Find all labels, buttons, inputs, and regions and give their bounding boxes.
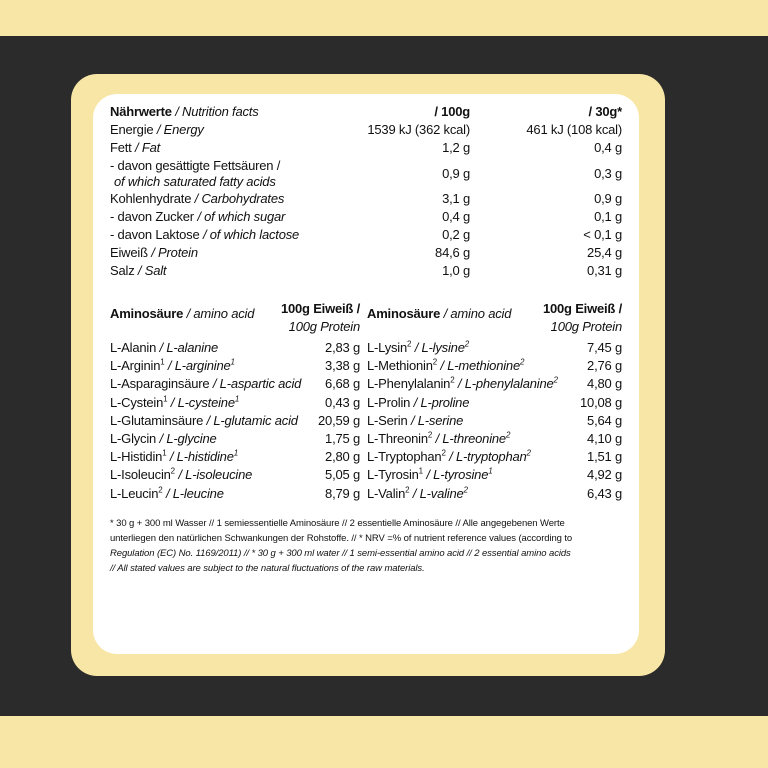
amino-name-de: L-Isoleucin [110,467,171,483]
nutrition-value-30g: 0,31 g [587,263,622,278]
nutrition-value-30g: 0,1 g [594,209,622,224]
amino-name-en: / L-glycine [159,431,217,446]
amino-row-label [367,412,463,430]
amino-value: 1,51 g [587,449,622,465]
nutrition-row-label [110,121,204,139]
amino-header-right [367,305,511,323]
nutrition-value-30g: < 0,1 g [583,227,622,242]
superscript-marker: 2 [464,339,469,349]
amino-name-en: / L-threonine [435,431,506,446]
nutrition-value-100g: 1,0 g [442,263,470,278]
nutrition-header-de: Nährwerte [110,104,172,119]
amino-name-de: L-Tyrosin [367,467,419,483]
amino-name-en: / L-arginine [167,358,231,374]
amino-value: 2,76 g [587,358,622,374]
nutrition-row-label [110,190,284,208]
nutrition-value-100g: 1,2 g [442,140,470,155]
nutrition-header-label [110,103,259,121]
superscript-marker: 2 [526,448,531,458]
nutrition-label-de: - davon Zucker [110,209,194,224]
nutrition-label-en: / of which sugar [197,209,286,224]
nutrition-label-de: Kohlenhydrate [110,191,192,206]
amino-name-en: / L-tryptophan [449,449,527,465]
amino-row-label [367,394,469,412]
amino-value: 1,75 g [325,431,360,446]
superscript-marker: 1 [234,394,240,404]
amino-row-label [110,430,217,448]
amino-row-label [367,485,468,503]
nutrition-label-en: / Protein [151,245,198,260]
amino-name-en: / L-methionine [440,358,520,374]
nutrition-label-de: Salz [110,263,135,278]
nutrition-label-en: / Energy [156,122,204,137]
amino-name-de: L-Cystein [110,394,164,410]
amino-row-label [367,357,524,375]
amino-value-header-right-1: 100g Eiweiß / [542,301,622,316]
superscript-marker: 1 [418,467,423,477]
nutrition-label-en: / of which lactose [202,227,300,242]
superscript-marker: 1 [163,394,168,404]
superscript-marker: 2 [170,467,175,477]
superscript-marker: 2 [441,448,446,458]
amino-name-en: / L-valine [412,485,464,501]
amino-row-label [110,412,298,430]
bottom-cream-band [0,716,768,768]
nutrition-value-100g: 0,4 g [442,209,470,224]
nutrition-value-30g: 25,4 g [587,245,622,260]
amino-row-label [367,466,493,484]
amino-name-de: L-Glycin [110,431,157,446]
superscript-marker: 1 [162,448,167,458]
superscript-marker: 1 [233,448,238,458]
nutrition-value-100g: 3,1 g [442,191,470,206]
amino-name-en: / L-leucine [165,485,224,501]
amino-name-en: / L-aspartic acid [212,376,302,392]
footnote-line-3: Regulation (EC) No. 1169/2011) // * 30 g + 300 ml water // 1 semi-essential amino acid // 2 essential amino acids [110,548,571,559]
amino-row-label [110,339,218,357]
superscript-marker: 2 [463,485,468,495]
col-30g-header: / 30g* [588,104,622,119]
amino-value-header-left-1: 100g Eiweiß / [280,301,360,316]
amino-value: 6,68 g [325,376,360,392]
footnote-line-1: * 30 g + 300 ml Wasser // 1 semiessentielle Aminosäure // 2 essentielle Aminosäure // Alle angegebenen Werte [110,518,565,529]
amino-value: 2,80 g [325,449,360,465]
nutrition-label-de: Fett [110,140,132,155]
amino-name-de: L-Methionin [367,358,433,374]
amino-name-de: L-Tryptophan [367,449,442,465]
amino-value: 4,10 g [587,431,622,446]
superscript-marker: 2 [520,357,525,367]
amino-name-en: / L-glutamic acid [206,412,298,428]
amino-name-de: L-Alanin [110,340,157,355]
superscript-marker: 1 [160,357,165,367]
nutrition-label-de: - davon Laktose [110,227,200,242]
superscript-marker: 2 [432,357,437,367]
superscript-marker: 2 [405,485,410,495]
nutrition-value-100g: 84,6 g [435,245,470,260]
col-100g-header: / 100g [434,104,470,119]
nutrition-label-en: / Salt [137,263,167,278]
amino-header-left-de: Aminosäure [110,306,184,321]
amino-value: 0,43 g [325,394,360,410]
amino-name-de: L-Histidin [110,449,163,465]
amino-name-de: L-Arginin [110,358,161,374]
amino-header-left-en: / amino acid [186,306,255,321]
superscript-marker: 1 [230,357,235,367]
amino-value: 6,43 g [587,485,622,501]
nutrition-value-100g: 1539 kJ (362 kcal) [367,122,470,137]
top-cream-band [0,0,768,36]
amino-value: 20,59 g [318,412,360,428]
amino-value-header-left-2: 100g Protein [288,319,360,334]
nutrition-row-label [110,244,198,262]
nutrition-row-label [110,226,299,244]
amino-row-label [110,394,239,412]
nutrition-row-label [110,262,166,280]
amino-name-de: L-Asparaginsäure [110,376,210,392]
superscript-marker: 2 [407,339,412,349]
nutrition-value-30g: 461 kJ (108 kcal) [526,122,622,137]
amino-value: 7,45 g [587,340,622,355]
amino-name-en: / L-phenylalanine [457,376,554,392]
amino-name-de: L-Phenylalanin [367,376,451,392]
amino-name-de: L-Serin [367,412,408,428]
amino-value: 4,80 g [587,376,622,392]
amino-value: 5,64 g [587,412,622,428]
amino-row-label [110,485,224,503]
amino-value-header-right-2: 100g Protein [550,319,622,334]
amino-name-de: L-Glutaminsäure [110,412,204,428]
amino-row-label [110,466,252,484]
footnote [110,516,624,576]
nutrition-value-100g: 0,9 g [442,166,470,181]
nutrition-value-30g: 0,4 g [594,140,622,155]
nutrition-header-en: / Nutrition facts [175,104,259,119]
amino-row-label [110,357,235,375]
amino-value: 2,83 g [325,340,360,355]
nutrition-row-label [110,208,285,226]
amino-value: 8,79 g [325,485,360,501]
amino-row-label [367,448,531,466]
amino-name-en: / L-lysine [414,340,465,355]
footnote-line-4: // All stated values are subject to the natural fluctuations of the raw materials. [110,563,425,574]
superscript-marker: 2 [553,376,558,386]
amino-name-de: L-Lysin [367,340,408,355]
amino-row-label [110,375,301,393]
amino-name-de: L-Prolin [367,394,411,410]
amino-name-de: L-Valin [367,485,406,501]
amino-name-en: / L-histidine [169,449,234,465]
amino-header-right-de: Aminosäure [367,306,441,321]
amino-name-en: / L-proline [413,394,470,410]
amino-value: 4,92 g [587,467,622,483]
superscript-marker: 2 [427,430,433,440]
footnote-line-2 [110,531,624,546]
amino-row-label [367,430,510,448]
nutrition-row-label-en: of which saturated fatty acids [114,174,276,189]
amino-name-en: / L-serine [410,412,464,428]
amino-name-de: L-Leucin [110,485,159,501]
nutrition-label-en: / Carbohydrates [194,191,285,206]
amino-header-left [110,305,254,323]
amino-value: 3,38 g [325,358,360,374]
amino-name-de: L-Threonin [367,431,428,446]
footnote-line-2-text: unterliegen den natürlichen Schwankungen der Rohstoffe. // * NRV =% of nutrient reference values (according to [110,533,573,544]
superscript-marker: 2 [158,485,163,495]
nutrition-value-30g: 0,3 g [594,166,622,181]
amino-header-right-en: / amino acid [443,306,512,321]
nutrition-row-label [110,139,160,157]
amino-value: 5,05 g [325,467,360,483]
nutrition-value-100g: 0,2 g [442,227,470,242]
nutrition-value-30g: 0,9 g [594,191,622,206]
amino-row-label [367,375,558,393]
superscript-marker: 1 [488,467,493,477]
nutrition-row-label: - davon gesättigte Fettsäuren / [110,158,281,173]
nutrition-label-de: Eiweiß [110,245,148,260]
amino-name-en: / L-cysteine [170,394,235,410]
amino-value: 10,08 g [580,394,622,410]
amino-name-en: / L-alanine [159,340,219,355]
superscript-marker: 2 [450,376,455,386]
amino-row-label [110,448,238,466]
nutrition-label-en: / Fat [135,140,161,155]
amino-name-en: / L-isoleucine [178,467,253,483]
nutrition-label-de: Energie [110,122,154,137]
amino-row-label [367,339,469,357]
superscript-marker: 2 [505,430,511,440]
amino-name-en: / L-tyrosine [426,467,489,483]
